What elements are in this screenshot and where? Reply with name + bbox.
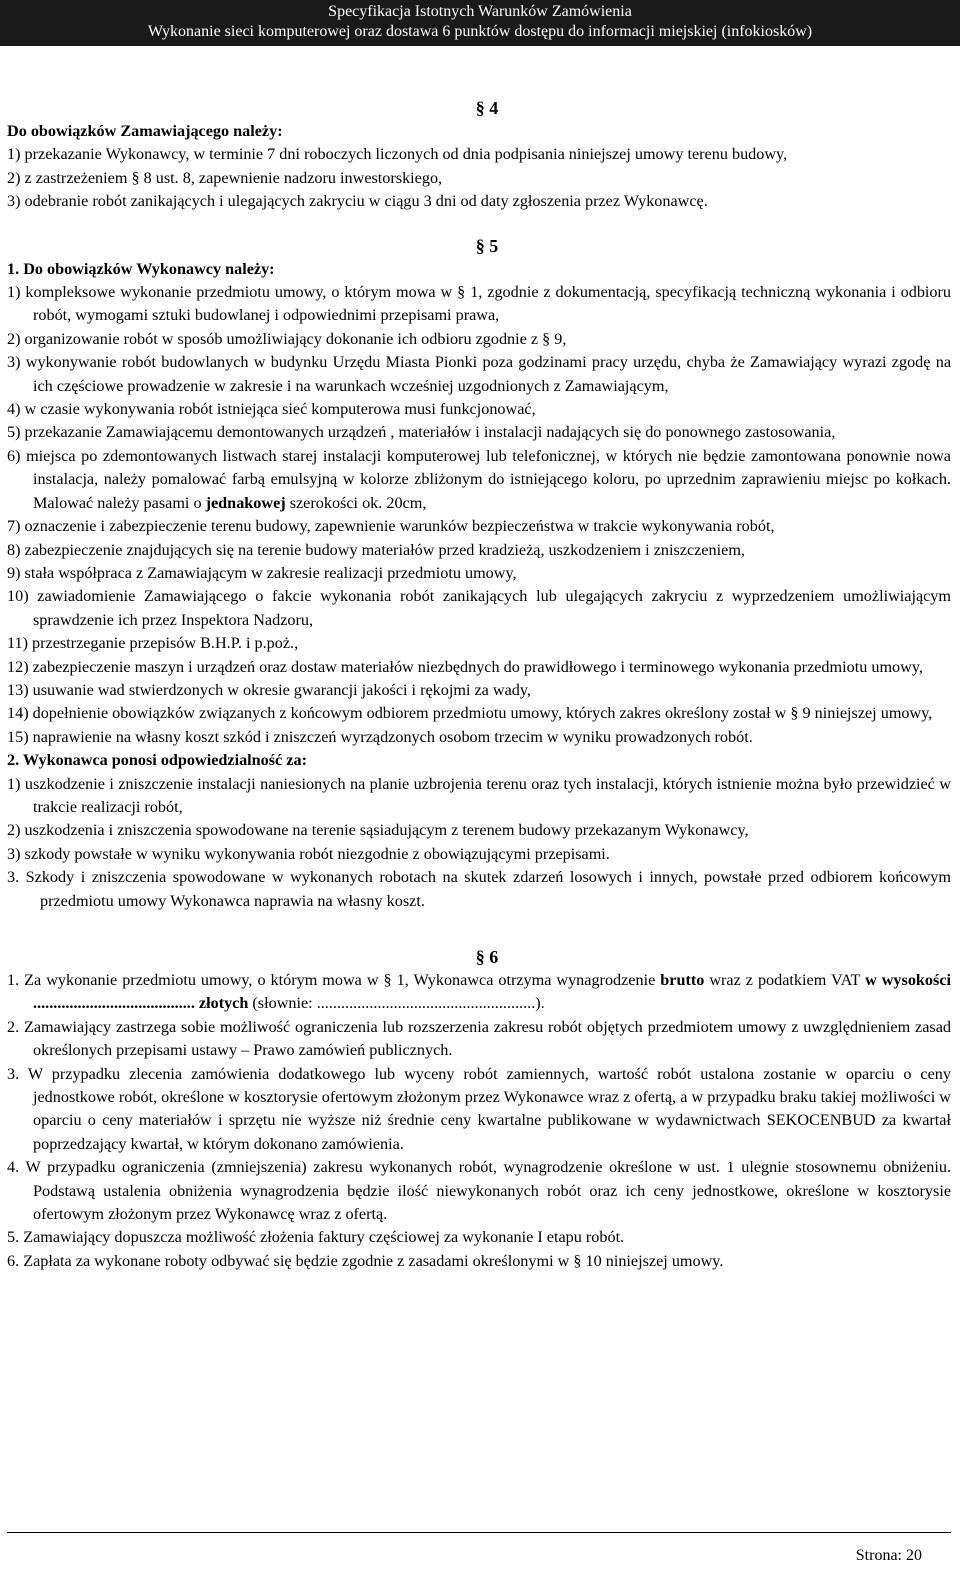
s5-item-4: 4) w czasie wykonywania robót istniejąca sieć komputerowa musi funkcjonować, xyxy=(7,400,536,419)
s5-item-15: 15) naprawienie na własny koszt szkód i zniszczeń wyrządzonych osobom trzecim w wyniku prowadzonych robót. xyxy=(7,727,753,746)
s5-2-item-3: 3) szkody powstałe w wyniku wykonywania robót niezgodnie z obowiązującymi przepisami. xyxy=(7,844,610,863)
s6-item-6: 6. Zapłata za wykonane roboty odbywać się będzie zgodnie z zasadami określonymi w § 10 niniejszej umowy. xyxy=(7,1251,724,1270)
s5-item-6-bold: jednakowej xyxy=(205,493,286,512)
s5-item-14: 14) dopełnienie obowiązków związanych z końcowym odbiorem przedmiotu umowy, których zakres określony został w § 9 niniejszej umowy, xyxy=(7,704,933,723)
section-5-heading-1: 1. Do obowiązków Wykonawcy należy: xyxy=(7,259,275,278)
section-6-mark: § 6 xyxy=(475,947,499,967)
s5-item-5: 5) przekazanie Zamawiającemu demontowanych urządzeń , materiałów i instalacji nadających się do ponownego zastosowania, xyxy=(7,423,836,442)
s5-item-7: 7) oznaczenie i zabezpieczenie terenu budowy, zapewnienie warunków bezpieczeństwa w trakcie wykonywania robót, xyxy=(7,517,775,536)
s6-item-5: 5. Zamawiający dopuszcza możliwość złożenia faktury częściowej za wykonanie I etapu robót. xyxy=(7,1228,625,1247)
section-5-heading-2: 2. Wykonawca ponosi odpowiedzialność za: xyxy=(7,751,307,770)
s5-item-9: 9) stała współpraca z Zamawiającym w zakresie realizacji przedmiotu umowy, xyxy=(7,563,517,582)
s5-item-6: 6) miejsca po zdemontowanych listwach starej instalacji komputerowej lub telefonicznej, w których nie będzie zamontowana ponownie nowa instalacja, należy pomalować farbą emulsyjną w kolorze zbliżonym do istniejącego koloru, po uprzednim zaprawieniu miejsc po kołkach. Malować należy pasami o jednakowej szerokości ok. 20cm, xyxy=(7,446,951,512)
s6-item-3: 3. W przypadku zlecenia zamówienia dodatkowego lub wyceny robót zamiennych, wartość robót ustalona zostanie w oparciu o ceny jednostkowe robót, określone w kosztorysie ofertowym złożonym przez Wykonawce wraz z ofertą, a w przypadku braku takiej możliwości w oparciu o ceny materiałów i sprzętu nie wyższe niż średnie ceny kwartalne publikowane w wydawnictwach SEKOCENBUD za kwartał poprzedzający kwartał, w którym dokonano zamówienia. xyxy=(7,1064,951,1153)
s5-item-8: 8) zabezpieczenie znajdujących się na terenie budowy materiałów przed kradzieżą, uszkodzeniem i zniszczeniem, xyxy=(7,540,745,559)
section-4-heading: Do obowiązków Zamawiającego należy: xyxy=(7,122,283,140)
s4-item-1: 1) przekazanie Wykonawcy, w terminie 7 dni roboczych liczonych od dnia podpisania niniejszej umowy terenu budowy, xyxy=(7,145,788,164)
s6-item-1: 1. Za wykonanie przedmiotu umowy, o którym mowa w § 1, Wykonawca otrzyma wynagrodzenie brutto wraz z podatkiem VAT w wysokości ........................................ złotych (słownie: ......................................................). xyxy=(7,971,951,1013)
s5-item-11: 11) przestrzeganie przepisów B.H.P. i p.poż., xyxy=(7,634,299,653)
header-title: Specyfikacja Istotnych Warunków Zamówienia xyxy=(328,3,632,20)
page-number: Strona: 20 xyxy=(855,1547,922,1564)
section-4-mark: § 4 xyxy=(475,98,499,118)
s5-item-13: 13) usuwanie wad stwierdzonych w okresie gwarancji jakości i rękojmi za wady, xyxy=(7,680,531,699)
s5-point-3: 3. Szkody i zniszczenia spowodowane w wykonanych robotach na skutek zdarzeń losowych i innych, powstałe przed odbiorem końcowym przedmiotu umowy Wykonawca naprawia na własny koszt. xyxy=(7,868,951,910)
document-body xyxy=(7,96,951,1273)
s5-item-3: 3) wykonywanie robót budowlanych w budynku Urzędu Miasta Pionki poza godzinami pracy urzędu, chyba że Zamawiający wyrazi zgodę na ich częściowe prowadzenie w zakresie i na warunkach wcześniej uzgodnionych z Zamawiającym, xyxy=(7,353,951,395)
footer-divider xyxy=(7,1532,951,1533)
s5-item-1: 1) kompleksowe wykonanie przedmiotu umowy, o którym mowa w § 1, zgodnie z dokumentacją, specyfikacją techniczną wykonania i odbioru robót, wymogami sztuki budowlanej i odpowiednimi przepisami prawa, xyxy=(7,283,951,325)
s5-item-12: 12) zabezpieczenie maszyn i urządzeń oraz dostaw materiałów niezbędnych do prawidłowego i terminowego wykonania przedmiotu umowy, xyxy=(7,657,923,676)
s4-item-2: 2) z zastrzeżeniem § 8 ust. 8, zapewnienie nadzoru inwestorskiego, xyxy=(7,168,443,187)
s4-item-3: 3) odebranie robót zanikających i ulegających zakryciu w ciągu 3 dni od daty zgłoszenia przez Wykonawcę. xyxy=(7,192,708,211)
s5-2-item-2: 2) uszkodzenia i zniszczenia spowodowane na terenie sąsiadującym z terenem budowy przekazanym Wykonawcy, xyxy=(7,821,749,840)
s5-item-2: 2) organizowanie robót w sposób umożliwiający dokonanie ich odbioru zgodnie z § 9, xyxy=(7,329,567,348)
s5-item-10: 10) zawiadomienie Zamawiającego o fakcie wykonania robót zanikających lub ulegających zakryciu z wyprzedzeniem umożliwiającym sprawdzenie ich przez Inspektora Nadzoru, xyxy=(7,587,951,629)
section-5-mark: § 5 xyxy=(475,235,499,256)
s5-2-item-1: 1) uszkodzenie i zniszczenie instalacji naniesionych na planie uzbrojenia terenu oraz tych instalacji, których istnienie można było przewidzieć w trakcie realizacji robót, xyxy=(7,774,951,816)
s6-item-4: 4. W przypadku ograniczenia (zmniejszenia) zakresu wykonanych robót, wynagrodzenie określone w ust. 1 ulegnie stosownemu obniżeniu. Podstawą ustalenia obniżenia wynagrodzenia będzie ilość niewykonanych robót oraz ich ceny jednostkowe, określone w kosztorysie ofertowym złożonym przez Wykonawcę wraz z ofertą. xyxy=(7,1158,951,1224)
s6-item-2: 2. Zamawiający zastrzega sobie możliwość ograniczenia lub rozszerzenia zakresu robót objętych przedmiotem umowy z uwzględnieniem zasad określonych przepisami ustawy – Prawo zamówień publicznych. xyxy=(7,1017,951,1060)
page-header xyxy=(0,0,960,46)
header-subtitle: Wykonanie sieci komputerowej oraz dostawa 6 punktów dostępu do informacji miejskiej (infokiosków) xyxy=(147,23,813,40)
